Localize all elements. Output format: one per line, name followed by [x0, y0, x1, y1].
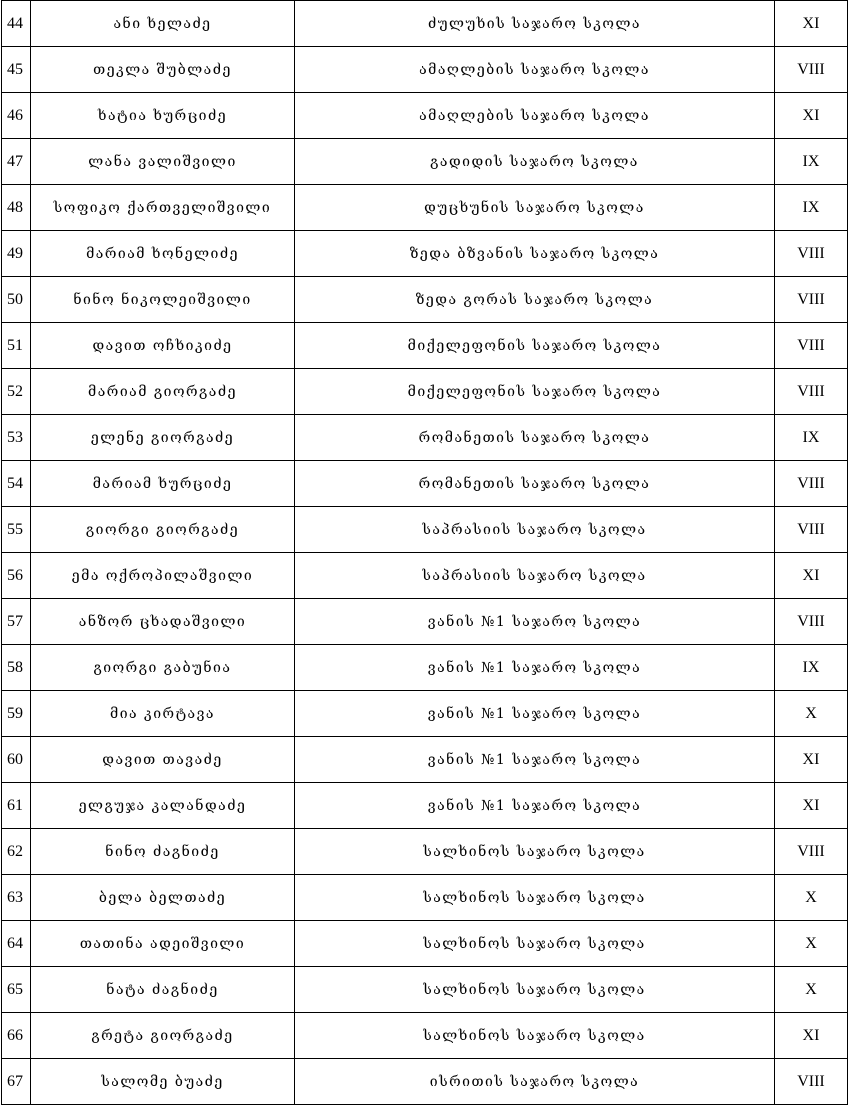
table-row — [2, 139, 848, 185]
school-name-cell: ამაღლების საჯარო სკოლა — [295, 93, 775, 139]
school-name-cell: ზედა ბზვანის საჯარო სკოლა — [295, 231, 775, 277]
table-row — [2, 415, 848, 461]
student-name-cell: გიორგი გაბუნია — [31, 645, 295, 691]
student-name-cell: სოფიკო ქართველიშვილი — [31, 185, 295, 231]
row-number-cell: 46 — [2, 93, 31, 139]
table-row — [2, 185, 848, 231]
table-row — [2, 829, 848, 875]
student-name-cell: ბელა ბელთაძე — [31, 875, 295, 921]
row-number-cell: 66 — [2, 1013, 31, 1059]
student-name-cell: თათინა ადეიშვილი — [31, 921, 295, 967]
grade-cell: XI — [775, 1013, 848, 1059]
school-name-cell: რომანეთის საჯარო სკოლა — [295, 461, 775, 507]
student-name-cell: მარიამ ხურციძე — [31, 461, 295, 507]
student-name-cell: დავით ოჩხიკიძე — [31, 323, 295, 369]
school-name-cell: გადიდის საჯარო სკოლა — [295, 139, 775, 185]
school-name-cell: მიქელეფონის საჯარო სკოლა — [295, 369, 775, 415]
school-name-cell: სალხინოს საჯარო სკოლა — [295, 875, 775, 921]
grade-cell: X — [775, 875, 848, 921]
table-row — [2, 599, 848, 645]
student-name-cell: ემა ოქროპილაშვილი — [31, 553, 295, 599]
school-name-cell: მიქელეფონის საჯარო სკოლა — [295, 323, 775, 369]
row-number-cell: 57 — [2, 599, 31, 645]
row-number-cell: 48 — [2, 185, 31, 231]
row-number-cell: 64 — [2, 921, 31, 967]
row-number-cell: 51 — [2, 323, 31, 369]
table-row — [2, 875, 848, 921]
student-name-cell: მია კირტავა — [31, 691, 295, 737]
row-number-cell: 65 — [2, 967, 31, 1013]
table-row — [2, 1, 848, 47]
grade-cell: VIII — [775, 277, 848, 323]
student-name-cell: ანი ხელაძე — [31, 1, 295, 47]
row-number-cell: 52 — [2, 369, 31, 415]
student-name-cell: ნინო ძაგნიძე — [31, 829, 295, 875]
table-row — [2, 461, 848, 507]
grade-cell: VIII — [775, 507, 848, 553]
student-name-cell: ნინო ნიკოლეიშვილი — [31, 277, 295, 323]
student-name-cell: ხატია ხურციძე — [31, 93, 295, 139]
grade-cell: VIII — [775, 829, 848, 875]
row-number-cell: 67 — [2, 1059, 31, 1105]
school-name-cell: სალხინოს საჯარო სკოლა — [295, 921, 775, 967]
student-name-cell: გრეტა გიორგაძე — [31, 1013, 295, 1059]
table-row — [2, 783, 848, 829]
student-name-cell: ლანა ვალიშვილი — [31, 139, 295, 185]
student-name-cell: გიორგი გიორგაძე — [31, 507, 295, 553]
grade-cell: VIII — [775, 1059, 848, 1105]
participants-table-body — [2, 1, 848, 1105]
row-number-cell: 54 — [2, 461, 31, 507]
row-number-cell: 60 — [2, 737, 31, 783]
school-name-cell: სალხინოს საჯარო სკოლა — [295, 967, 775, 1013]
grade-cell: IX — [775, 415, 848, 461]
grade-cell: VIII — [775, 369, 848, 415]
school-name-cell: ისრითის საჯარო სკოლა — [295, 1059, 775, 1105]
grade-cell: X — [775, 921, 848, 967]
school-name-cell: ვანის №1 საჯარო სკოლა — [295, 691, 775, 737]
school-name-cell: დუცხუნის საჯარო სკოლა — [295, 185, 775, 231]
school-name-cell: ვანის №1 საჯარო სკოლა — [295, 783, 775, 829]
student-name-cell: მარიამ ხონელიძე — [31, 231, 295, 277]
grade-cell: XI — [775, 93, 848, 139]
grade-cell: XI — [775, 553, 848, 599]
grade-cell: IX — [775, 185, 848, 231]
table-row — [2, 921, 848, 967]
grade-cell: XI — [775, 1, 848, 47]
grade-cell: VIII — [775, 323, 848, 369]
table-row — [2, 645, 848, 691]
school-name-cell: ვანის №1 საჯარო სკოლა — [295, 599, 775, 645]
row-number-cell: 58 — [2, 645, 31, 691]
student-name-cell: ელენე გიორგაძე — [31, 415, 295, 461]
table-row — [2, 277, 848, 323]
row-number-cell: 62 — [2, 829, 31, 875]
row-number-cell: 63 — [2, 875, 31, 921]
table-row — [2, 47, 848, 93]
grade-cell: XI — [775, 783, 848, 829]
grade-cell: VIII — [775, 461, 848, 507]
school-name-cell: საპრასიის საჯარო სკოლა — [295, 507, 775, 553]
table-row — [2, 323, 848, 369]
table-row — [2, 1013, 848, 1059]
student-name-cell: მარიამ გიორგაძე — [31, 369, 295, 415]
school-name-cell: ვანის №1 საჯარო სკოლა — [295, 645, 775, 691]
student-name-cell: სალომე ბუაძე — [31, 1059, 295, 1105]
row-number-cell: 59 — [2, 691, 31, 737]
school-name-cell: სალხინოს საჯარო სკოლა — [295, 1013, 775, 1059]
student-name-cell: ანზორ ცხადაშვილი — [31, 599, 295, 645]
grade-cell: VIII — [775, 47, 848, 93]
table-row — [2, 507, 848, 553]
table-row — [2, 369, 848, 415]
table-row — [2, 231, 848, 277]
grade-cell: IX — [775, 139, 848, 185]
school-name-cell: ვანის №1 საჯარო სკოლა — [295, 737, 775, 783]
grade-cell: VIII — [775, 599, 848, 645]
row-number-cell: 47 — [2, 139, 31, 185]
row-number-cell: 53 — [2, 415, 31, 461]
school-name-cell: სალხინოს საჯარო სკოლა — [295, 829, 775, 875]
row-number-cell: 55 — [2, 507, 31, 553]
participants-table — [1, 0, 848, 1105]
table-row — [2, 691, 848, 737]
grade-cell: XI — [775, 737, 848, 783]
row-number-cell: 49 — [2, 231, 31, 277]
table-row — [2, 93, 848, 139]
table-row — [2, 967, 848, 1013]
row-number-cell: 56 — [2, 553, 31, 599]
school-name-cell: ძულუხის საჯარო სკოლა — [295, 1, 775, 47]
table-row — [2, 553, 848, 599]
row-number-cell: 44 — [2, 1, 31, 47]
grade-cell: IX — [775, 645, 848, 691]
school-name-cell: საპრასიის საჯარო სკოლა — [295, 553, 775, 599]
grade-cell: VIII — [775, 231, 848, 277]
table-row — [2, 737, 848, 783]
school-name-cell: ამაღლების საჯარო სკოლა — [295, 47, 775, 93]
row-number-cell: 50 — [2, 277, 31, 323]
grade-cell: X — [775, 967, 848, 1013]
student-name-cell: ნატა ძაგნიძე — [31, 967, 295, 1013]
grade-cell: X — [775, 691, 848, 737]
student-name-cell: დავით თავაძე — [31, 737, 295, 783]
table-row — [2, 1059, 848, 1105]
student-name-cell: ელგუჯა კალანდაძე — [31, 783, 295, 829]
row-number-cell: 45 — [2, 47, 31, 93]
school-name-cell: ზედა გორას საჯარო სკოლა — [295, 277, 775, 323]
student-name-cell: თეკლა შუბლაძე — [31, 47, 295, 93]
school-name-cell: რომანეთის საჯარო სკოლა — [295, 415, 775, 461]
row-number-cell: 61 — [2, 783, 31, 829]
